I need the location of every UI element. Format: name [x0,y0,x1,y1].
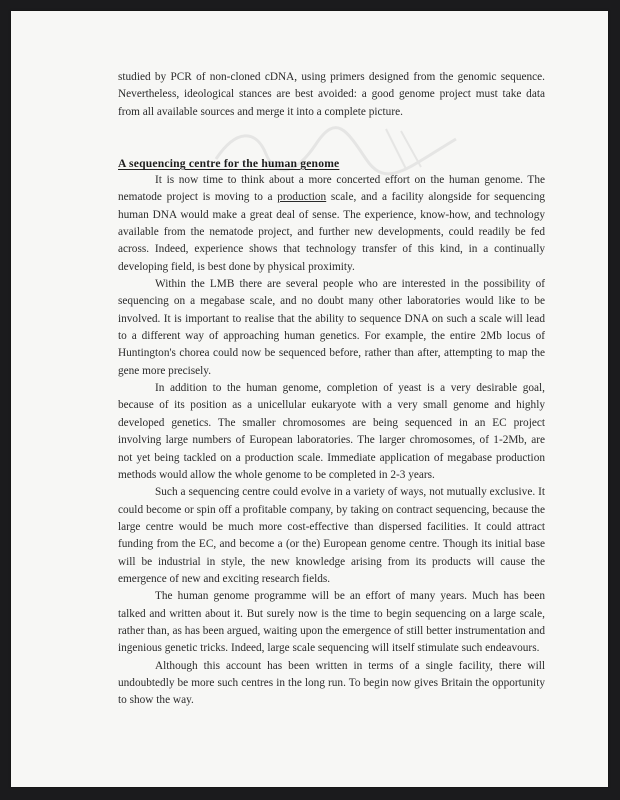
paragraph-1-end: scale, and a facility alongside for sequencing human DNA would make a great deal of sense. The experience, know-how, and technology available from the nematode project, and further new developments, could readily be fed across. Indeed, experience shows that technology transfer of this kind, in a continually developing field, is best done by physical proximity. [118,191,545,273]
paragraph-1 [118,172,545,276]
paragraph-5: The human genome programme will be an effort of many years. Much has been talked and written about it. But surely now is the time to begin sequencing on a large scale, rather than, as has been argued, waiting upon the emergence of still better instrumentation and ingenious genetic tricks. Indeed, large scale sequencing will itself stimulate such endeavours. [118,590,545,655]
watermark-logo [206,119,466,179]
section-heading: A sequencing centre for the human genome [118,157,340,170]
intro-paragraph [118,69,545,121]
paragraph-4: Such a sequencing centre could evolve in a variety of ways, not mutually exclusive. It could become or spin off a profitable company, by taking on contract sequencing, because the large centre would be much more cost-effective than dispersed facilities. It could attract funding from the EC, and become a (or the) European genome centre. Though its initial base will be industrial in style, the new knowledge arising from its products will cause the emergence of new and exciting research fields. [118,486,545,585]
paragraph-2: Within the LMB there are several people who are interested in the possibility of sequencing on a megabase scale, and no doubt many other laboratories would like to be involved. It is important to realise that the ability to sequence DNA on such a scale will lead to a different way of approaching human genetics. For example, the entire 2Mb locus of Huntington's chorea could now be sequenced before, rather than after, attempting to map the gene more precisely. [118,278,545,377]
intro-text: studied by PCR of non-cloned cDNA, using primers designed from the genomic sequence. Nevertheless, ideological stances are best avoided: a good genome project must take data from all available sources and merge it into a complete picture. [118,71,545,118]
document-page [11,11,608,787]
paragraph-1-start: It is now time to think about a more concerted effort on the human genome. The nematode project is moving to a [118,174,545,204]
paragraph-6: Although this account has been written in terms of a single facility, there will undoubtedly be more such centres in the long run. To begin now gives Britain the opportunity to show the way. [118,659,545,707]
underlined-word-production: production [277,191,327,204]
body-text [118,172,545,710]
paragraph-3: In addition to the human genome, completion of yeast is a very desirable goal, because of its position as a unicellular eukaryote with a very small genome and highly developed genetics. The smaller chromosomes are being sequenced in an EC project involving large numbers of European laboratories. The larger chromosomes, of 1-2Mb, are not yet being tackled on a production scale. Immediate application of megabase production methods would allow the whole genome to be completed in 2-3 years. [118,382,545,481]
